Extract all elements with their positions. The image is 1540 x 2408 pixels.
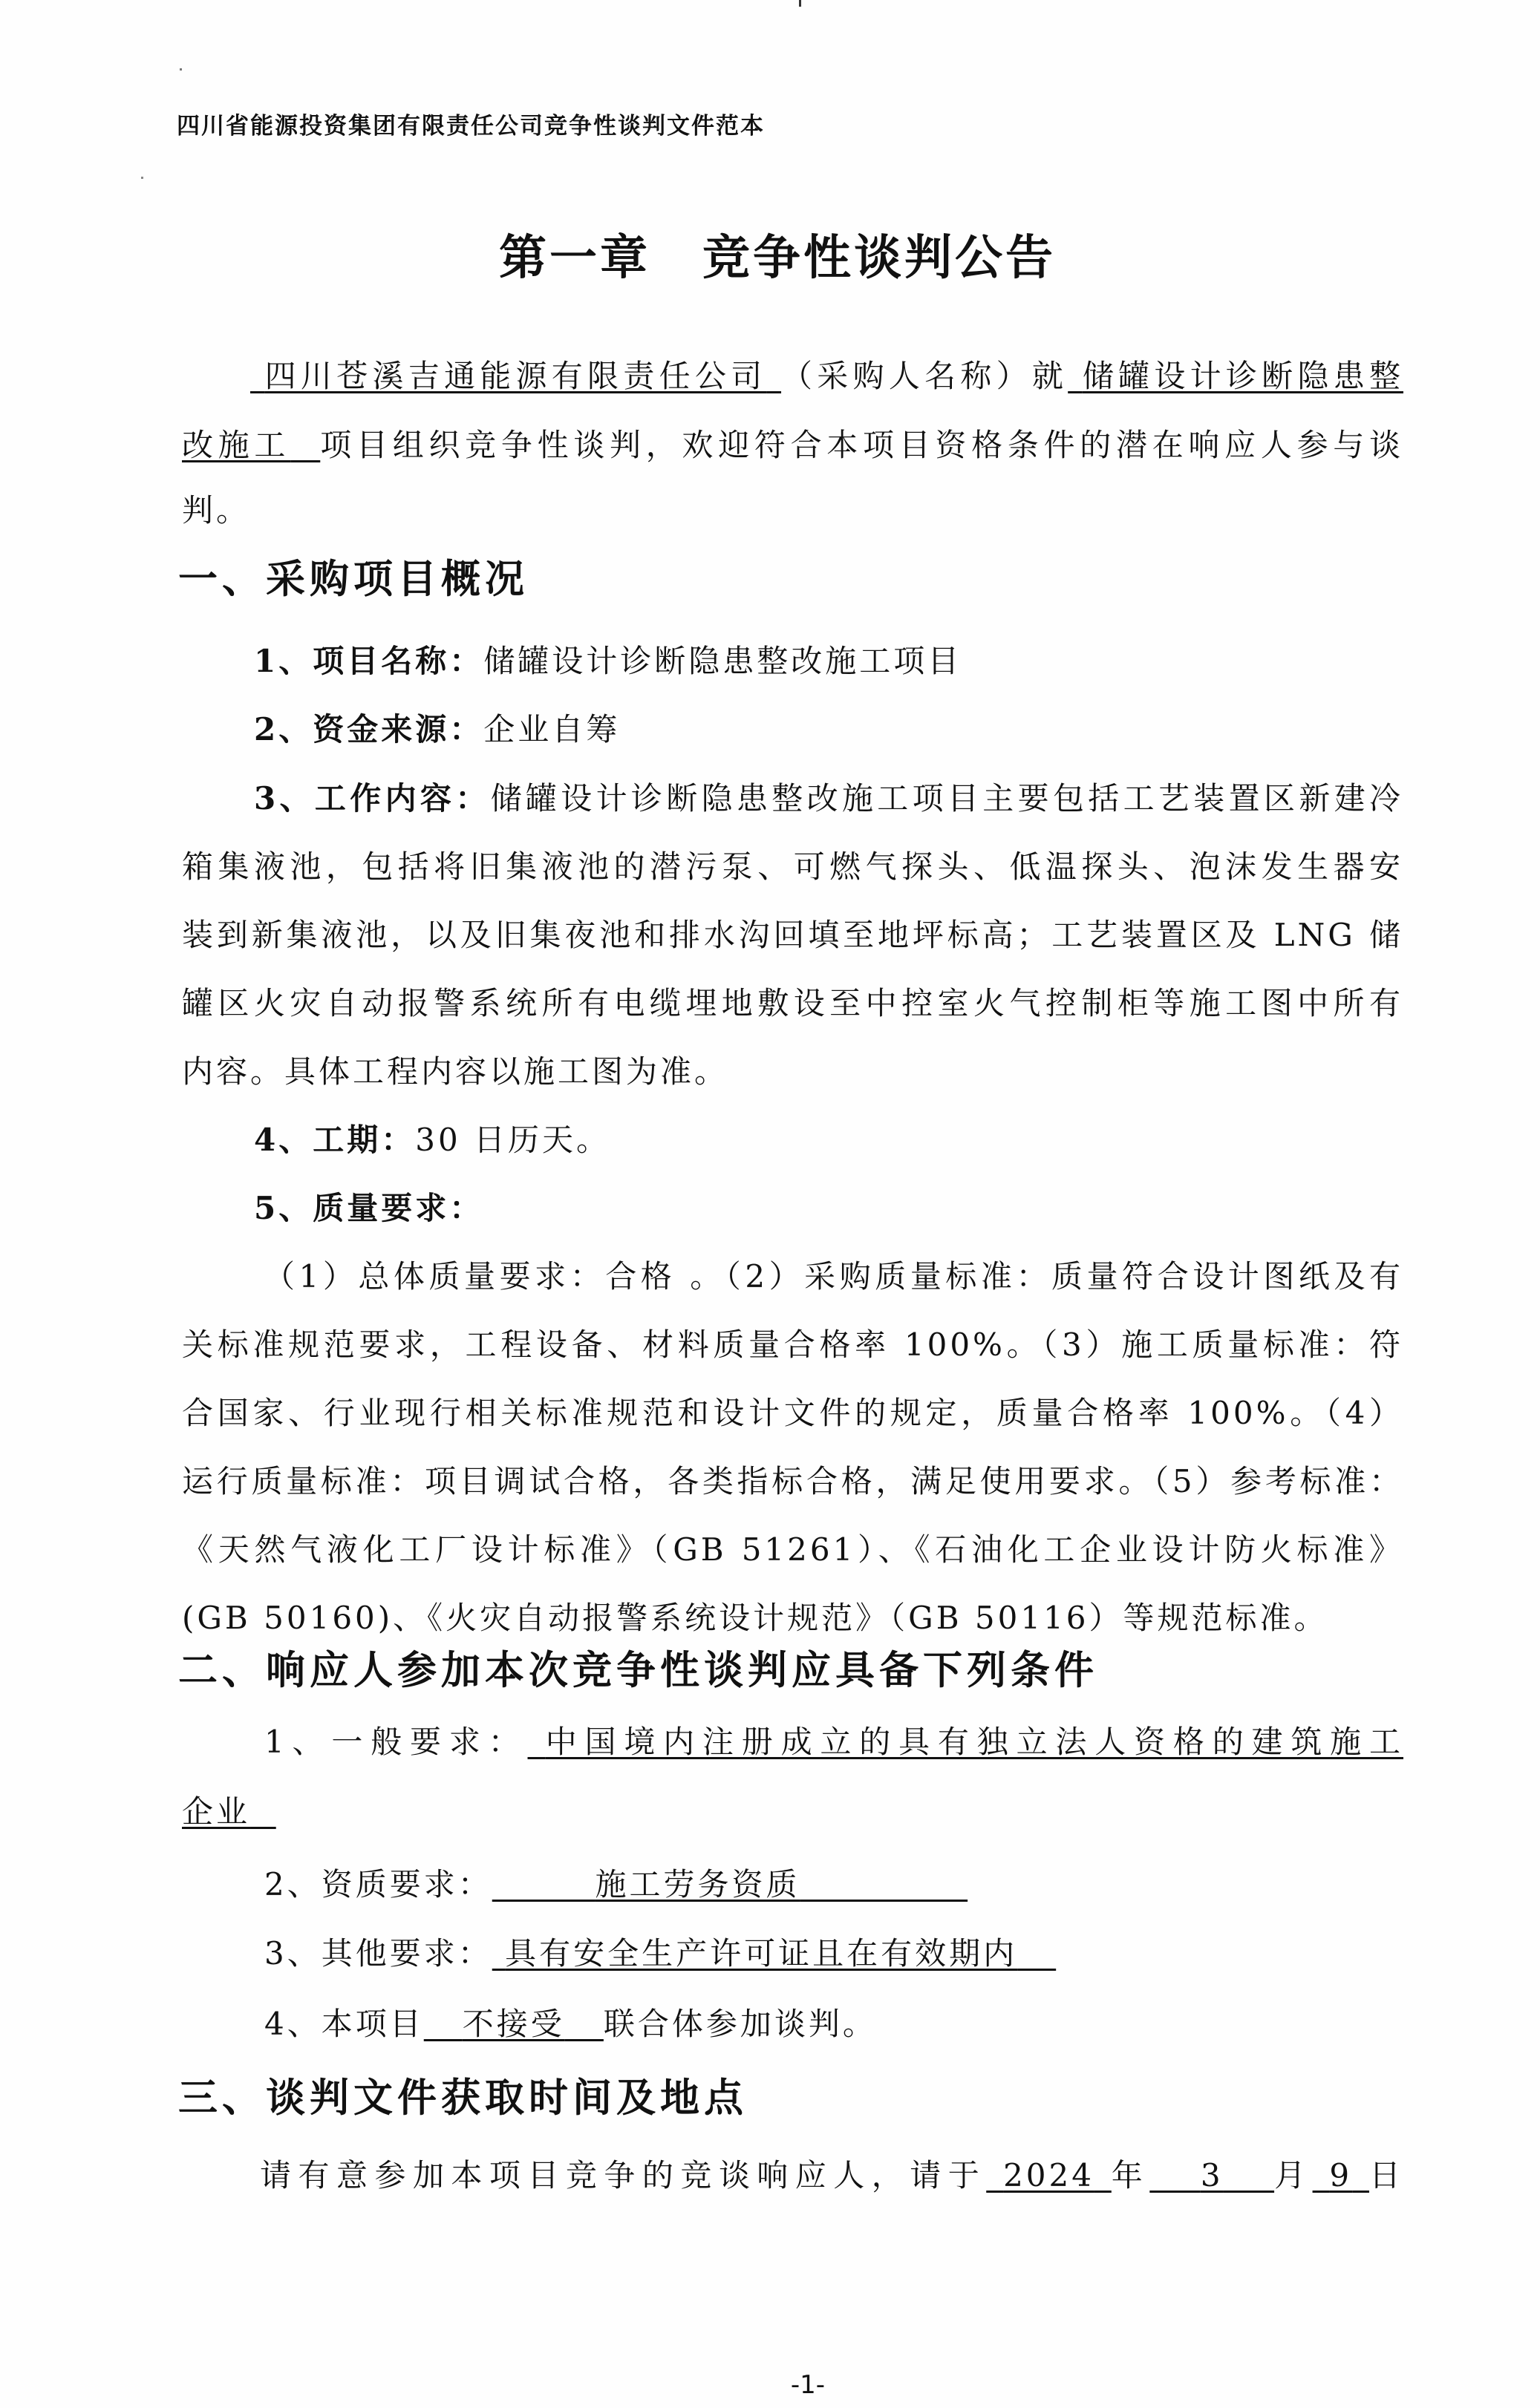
quality-line: 《天然气液化工厂设计标准》（GB 51261）、《石油化工企业设计防火标准》 — [182, 1531, 1403, 1568]
requirement-value: 施工劳务资质 — [595, 1866, 800, 1902]
item-quality — [254, 1190, 484, 1226]
year-unit: 年 — [1111, 2157, 1150, 2193]
item-value: 储罐设计诊断隐患整改施工项目 — [483, 643, 962, 679]
intro-line-1 — [182, 358, 1403, 394]
purchaser-label: （采购人名称）就 — [781, 358, 1068, 394]
item-value: 企业自筹 — [483, 711, 621, 747]
section-2-heading: 二、响应人参加本次竞争性谈判应具备下列条件 — [178, 1648, 1098, 1693]
quality-line: 合国家、行业现行相关标准规范和设计文件的规定，质量合格率 100%。（4） — [182, 1395, 1403, 1431]
year-value: 2024 — [1003, 2157, 1094, 2193]
day-unit: 日 — [1368, 2157, 1403, 2193]
requirement-label: 1、一般要求： — [264, 1724, 528, 1760]
section-1-heading: 一、采购项目概况 — [178, 557, 529, 602]
item-duration — [254, 1122, 611, 1158]
project-name-part1: 储罐设计诊断隐患整 — [1082, 358, 1403, 394]
item-value: 30 日历天。 — [415, 1122, 611, 1158]
requirement-value: 中国境内注册成立的具有独立法人资格的建筑施工 — [545, 1724, 1403, 1760]
quality-line: （1）总体质量要求：合格 。（2）采购质量标准：质量符合设计图纸及有 — [264, 1258, 1403, 1295]
requirement-qualification — [264, 1866, 968, 1902]
section-3-heading: 三、谈判文件获取时间及地点 — [178, 2075, 748, 2121]
quality-line: (GB 50160)、《火灾自动报警系统设计规范》（GB 50116）等规范标准。 — [182, 1600, 1328, 1636]
item-label: 2、资金来源： — [254, 711, 484, 747]
item-work-content — [254, 780, 1403, 817]
purchaser-name: 四川苍溪吉通能源有限责任公司 — [264, 358, 767, 394]
requirement-label: 2、资质要求： — [264, 1866, 492, 1902]
work-content-line: 装到新集液池，以及旧集夜池和排水沟回填至地坪标高；工艺装置区及 LNG 储 — [182, 917, 1403, 953]
scan-mark — [799, 0, 801, 7]
requirement-value: 企业 — [182, 1793, 251, 1830]
running-header: 四川省能源投资集团有限责任公司竞争性谈判文件范本 — [177, 113, 765, 140]
item-funding-source — [254, 711, 621, 747]
intro-line-2 — [182, 427, 1403, 463]
item-label: 1、项目名称： — [254, 643, 484, 679]
quality-line: 运行质量标准：项目调试合格，各类指标合格，满足使用要求。（5）参考标准： — [182, 1463, 1403, 1499]
item-value: 储罐设计诊断隐患整改施工项目主要包括工艺装置区新建冷 — [490, 780, 1403, 817]
acquisition-time-line — [260, 2157, 1403, 2193]
requirement-value: 具有安全生产许可证且在有效期内 — [505, 1935, 1018, 1972]
day-value: 9 — [1329, 2157, 1353, 2193]
requirement-value: 不接受 — [462, 2006, 565, 2042]
chapter-title — [0, 231, 1540, 286]
intro-line-3: 判。 — [182, 492, 251, 529]
requirement-label: 4、本项目 — [264, 2006, 424, 2042]
requirement-label: 3、其他要求： — [264, 1935, 492, 1972]
project-name-part2: 改施工 — [182, 427, 291, 463]
requirement-general — [264, 1724, 1403, 1760]
item-project-name — [254, 643, 962, 679]
chapter-name: 竞争性谈判公告 — [702, 231, 1056, 286]
chapter-number: 第一章 — [499, 231, 650, 286]
month-value: 3 — [1200, 2157, 1224, 2193]
item-label: 3、工作内容： — [254, 780, 491, 817]
requirement-general-cont — [182, 1793, 276, 1830]
work-content-line: 箱集液池，包括将旧集液池的潜污泵、可燃气探头、低温探头、泡沫发生器安 — [182, 848, 1403, 885]
work-content-line: 罐区火灾自动报警系统所有电缆埋地敷设至中控室火气控制柜等施工图中所有 — [182, 985, 1403, 1021]
intro-text: 项目组织竞争性谈判，欢迎符合本项目资格条件的潜在响应人参与谈 — [320, 427, 1403, 463]
requirement-label: 联合体参加谈判。 — [603, 2006, 877, 2042]
acquisition-text: 请有意参加本项目竞争的竞谈响应人，请于 — [260, 2157, 987, 2193]
month-unit: 月 — [1274, 2157, 1313, 2193]
scan-mark — [180, 68, 182, 71]
item-label: 4、工期： — [254, 1122, 416, 1158]
quality-line: 关标准规范要求，工程设备、材料质量合格率 100%。（3）施工质量标准：符 — [182, 1326, 1403, 1363]
item-label: 5、质量要求： — [254, 1190, 484, 1226]
requirement-consortium — [264, 2006, 877, 2042]
scan-mark — [141, 177, 143, 179]
work-content-line: 内容。具体工程内容以施工图为准。 — [182, 1053, 729, 1090]
requirement-other — [264, 1935, 1056, 1972]
page-number: -1- — [790, 2370, 826, 2400]
